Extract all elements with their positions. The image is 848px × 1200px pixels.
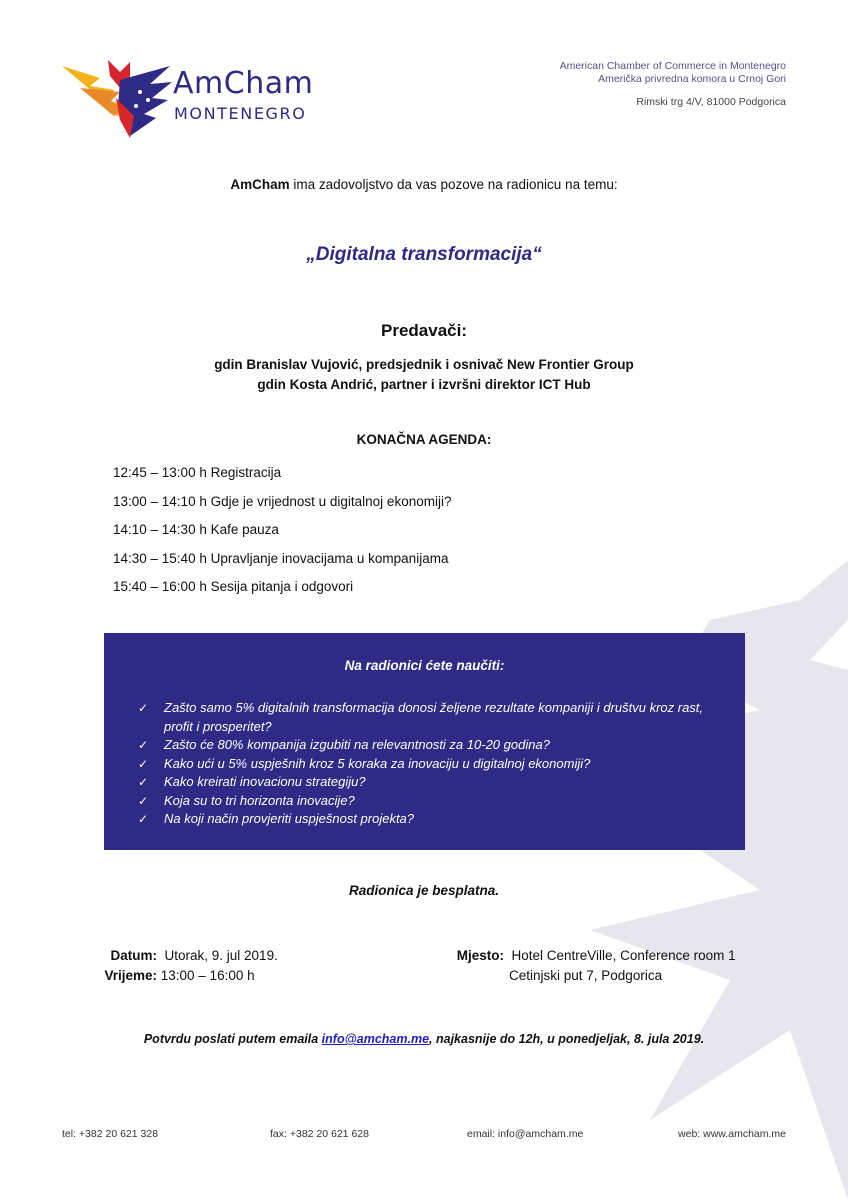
learn-list [138,699,728,829]
header-org-info [560,60,786,109]
agenda-heading: KONAČNA AGENDA: [356,432,492,447]
speaker-item: gdin Kosta Andrić, partner i izvršni direktor ICT Hub [257,377,591,392]
speaker-item: gdin Branislav Vujović, predsjednik i osnivač New Frontier Group [214,357,634,372]
learn-item-text: Kako kreirati inovacionu strategiju? [164,774,366,789]
check-icon: ✓ [138,793,149,808]
intro-text [0,177,848,192]
logo-wordmark: AmCham [173,66,314,101]
email-link[interactable]: info@amcham.me [321,1032,430,1046]
place-line-1: Hotel CentreVille, Conference room 1 [511,948,736,963]
intro-bold: AmCham [230,177,290,192]
confirm-before: Potvrdu poslati putem emaila [143,1032,322,1046]
agenda-item: 14:10 – 14:30 h Kafe pauza [113,522,279,537]
org-address: Rimski trg 4/V, 81000 Podgorica [636,96,786,108]
place-info [452,946,736,986]
place-line-2: Cetinjski put 7, Podgorica [509,968,663,983]
intro-rest: ima zadovoljstvo da vas pozove na radionicu na temu: [289,177,618,192]
agenda-list [113,465,451,608]
time-value: 13:00 – 16:00 h [160,968,255,983]
confirm-note [0,1032,848,1046]
org-name-en: American Chamber of Commerce in Montenegro [559,60,786,72]
list-item [138,792,728,811]
list-item [138,755,728,774]
agenda-item: 14:30 – 15:40 h Upravljanje inovacijama u kompanijama [113,550,449,566]
org-name-me: Američka privredna komora u Crnoj Gori [598,73,786,85]
footer-email: email: info@amcham.me [467,1128,584,1140]
logo-subtitle: MONTENEGRO [174,104,307,123]
list-item [138,773,728,792]
footer-web: web: www.amcham.me [678,1128,786,1140]
agenda-item: 13:00 – 14:10 h Gdje je vrijednost u digitalnoj ekonomiji? [113,493,452,509]
learn-heading: Na radionici ćete naučiti: [344,658,505,673]
check-icon: ✓ [138,775,149,789]
learn-item-text: Na koji način provjeriti uspješnost projekta? [164,811,415,826]
check-icon: ✓ [138,756,149,771]
learn-box [104,633,745,850]
footer-fax: fax: +382 20 621 628 [270,1128,369,1140]
list-item [138,736,728,755]
agenda-item: 15:40 – 16:00 h Sesija pitanja i odgovori [113,579,354,594]
check-icon: ✓ [138,701,149,715]
free-note: Radionica je besplatna. [348,883,500,898]
time-label: Vrijeme: [104,968,157,983]
date-value: Utorak, 9. jul 2019. [164,948,278,963]
confirm-after: , najkasnije do 12h, u ponedjeljak, 8. jula 2019. [429,1032,705,1046]
agenda-item: 12:45 – 13:00 h Registracija [113,465,282,480]
check-icon: ✓ [138,812,149,826]
footer-tel: tel: +382 20 621 328 [62,1128,159,1140]
learn-item-text: Koja su to tri horizonta inovacije? [164,792,355,808]
workshop-title: „Digitalna transformacija“ [306,244,542,265]
date-label: Datum: [110,948,157,963]
check-icon: ✓ [138,738,149,752]
list-item [138,699,728,736]
learn-item-text: Kako ući u 5% uspješnih kroz 5 koraka za inovaciju u digitalnoj ekonomiji? [164,755,591,771]
learn-item-text: Zašto će 80% kompanija izgubiti na relevantnosti za 10-20 godina? [164,737,550,752]
speakers-heading: Predavači: [381,321,467,340]
list-item [138,810,728,829]
learn-item-text: Zašto samo 5% digitalnih transformacija donosi željene rezultate kompaniji i društvu kroz rast, profit i prosperitet? [164,700,704,734]
place-label: Mjesto: [456,948,504,963]
date-time-info [100,946,278,986]
